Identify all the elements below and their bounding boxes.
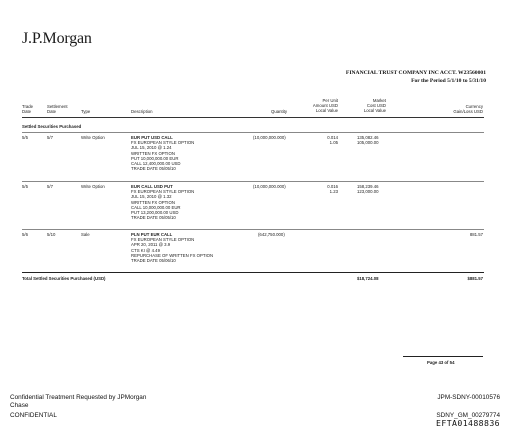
col-per-unit: Per Unit Amount USD Local Value — [312, 98, 338, 114]
col-settlement-date: Settlement Date — [47, 104, 68, 115]
total-market-cost: $18,724.08 — [357, 276, 379, 281]
page-number: Page 43 of 54 — [427, 360, 455, 365]
col-type: Type — [81, 109, 91, 114]
col-quantity: Quantity — [271, 109, 288, 114]
quantity: (10,000,000.000) — [253, 184, 286, 189]
description: EUR CALL USD PUT FX EUROPEAN STYLE OPTION JUL 15, 2010 @ 1.32 WRITTEN FX OPTION CALL 10,000,000.00 EUR PUT 13,200,000.00 USD TRADE DATE 05/05/10 — [131, 184, 195, 221]
bates-sdny: SDNY_GM_00279774 — [436, 412, 500, 419]
page-rule — [403, 356, 483, 357]
total-label: Total Settled Securities Purchased (USD) — [22, 276, 106, 281]
confidential-label: CONFIDENTIAL — [10, 412, 57, 419]
row-divider — [22, 181, 484, 182]
company-account-line: FINANCIAL TRUST COMPANY INC ACCT. W23560001 — [345, 70, 486, 76]
per-unit-amount: 0.016 1.23 — [327, 184, 338, 195]
per-unit-amount: 0.014 1.05 — [327, 135, 338, 146]
row-divider — [22, 229, 484, 230]
efta-bates-number: EFTA01488836 — [436, 418, 500, 428]
description: PLN PUT EUR CALL FX EUROPEAN STYLE OPTION APR 20, 2011 @ 3.9 CTS KI @ 4.49 REPURCHASE OF WRITTEN FX OPTION TRADE DATE 05/06/10 — [131, 232, 214, 264]
transaction-type: Write Option — [81, 184, 105, 189]
account-info — [346, 69, 486, 85]
settlement-date: 5/10 — [47, 232, 56, 237]
quantity: (642,750.000) — [258, 232, 285, 237]
trade-date: 5/5 — [22, 135, 28, 140]
trade-date: 5/6 — [22, 232, 28, 237]
total-rule — [22, 272, 484, 273]
bates-jpm: JPM-SDNY-00010576 — [437, 394, 500, 401]
confidential-treatment-line-2: Chase — [10, 402, 29, 409]
transaction-type: Sale — [81, 232, 90, 237]
footer-right — [436, 394, 500, 420]
market-cost: 135,082.46 105,000.00 — [357, 135, 379, 146]
settlement-date: 5/7 — [47, 135, 53, 140]
currency-gain-loss: 881.57 — [469, 232, 483, 237]
col-market: Market Cost USD Local Value — [363, 98, 386, 114]
confidential-treatment-line: Confidential Treatment Requested by JPMorgan — [10, 394, 147, 401]
description: EUR PUT USD CALL FX EUROPEAN STYLE OPTION JUL 15, 2010 @ 1.24 WRITTEN FX OPTION PUT 10,000,000.00 EUR CALL 12,400,000.00 USD TRADE DATE 05/05/10 — [131, 135, 195, 172]
footer-left — [10, 394, 146, 420]
col-trade-date: Trade Date — [22, 104, 34, 115]
statement-period: For the Period 5/1/10 to 5/31/10 — [411, 78, 486, 84]
jpmorgan-logo: J.P.Morgan — [22, 30, 92, 47]
col-currency: Currency Gain/Loss USD — [453, 104, 483, 115]
market-cost: 158,239.46 123,000.00 — [357, 184, 379, 195]
trade-date: 5/5 — [22, 184, 28, 189]
header-rule — [22, 117, 484, 118]
total-currency-gain-loss: $881.57 — [467, 276, 483, 281]
col-description: Description — [131, 109, 153, 114]
settlement-date: 5/7 — [47, 184, 53, 189]
section-rule — [22, 132, 484, 133]
transaction-type: Write Option — [81, 135, 105, 140]
section-title: Settled Securities Purchased — [22, 124, 82, 129]
quantity: (10,000,000.000) — [253, 135, 286, 140]
